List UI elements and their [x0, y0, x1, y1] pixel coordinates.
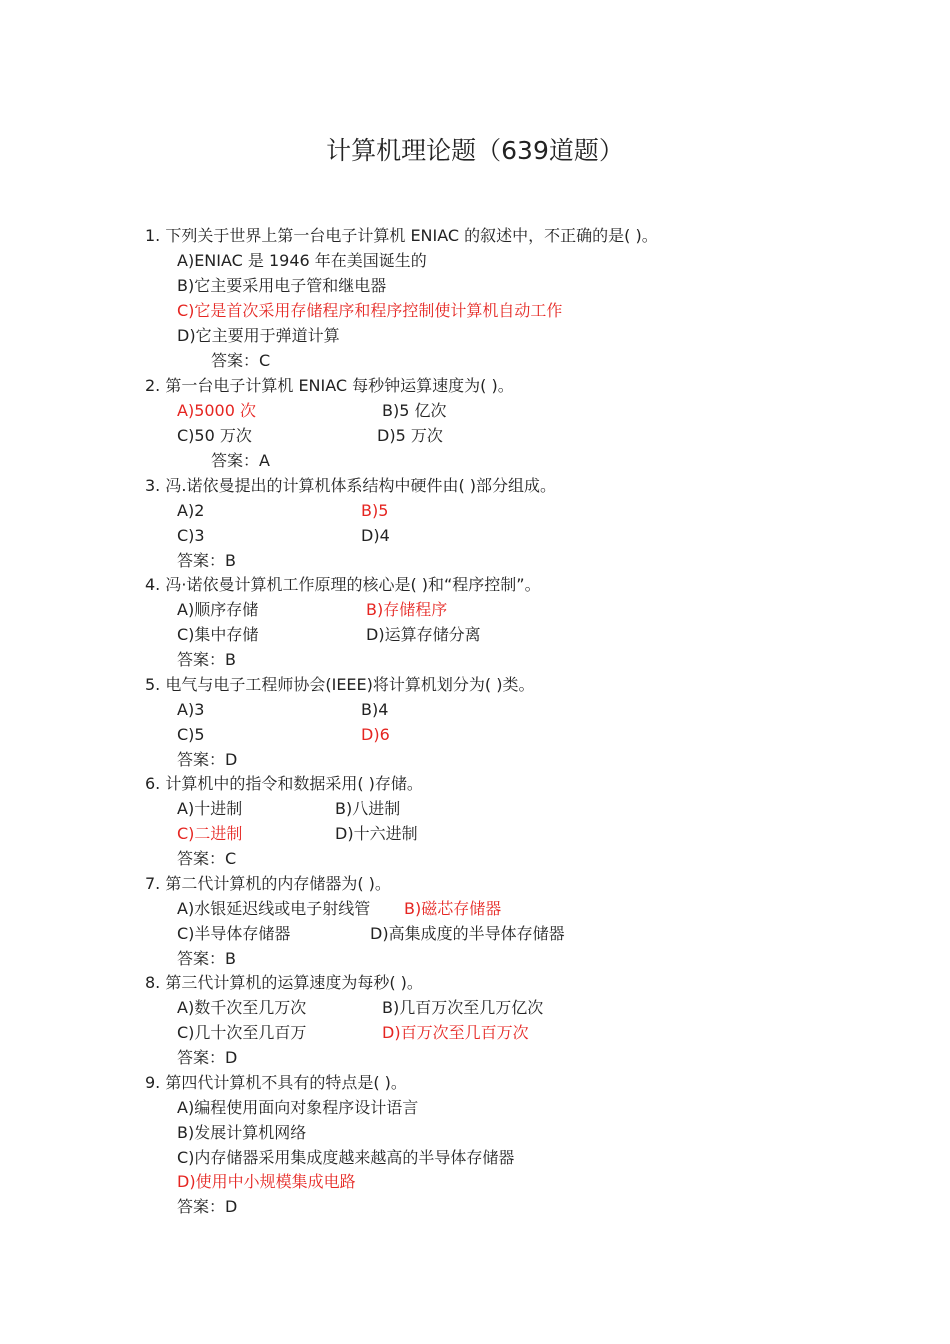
- question-4-option-d: D)运算存储分离: [366, 625, 481, 644]
- page-title: 计算机理论题（639道题）: [326, 136, 624, 165]
- question-2-option-a: A)5000 次: [177, 401, 256, 420]
- question-7-answer: 答案：B: [177, 949, 236, 968]
- question-9-option-d: D)使用中小规模集成电路: [177, 1172, 356, 1191]
- question-9-option-c: C)内存储器采用集成度越来越高的半导体存储器: [177, 1148, 515, 1167]
- question-2-option-b: B)5 亿次: [382, 401, 447, 420]
- question-3-option-b: B)5: [361, 501, 389, 520]
- question-1-option-d: D)它主要用于弹道计算: [177, 326, 340, 345]
- question-3-stem: 3. 冯.诺依曼提出的计算机体系结构中硬件由( )部分组成。: [145, 476, 557, 495]
- question-2-stem: 2. 第一台电子计算机 ENIAC 每秒钟运算速度为( )。: [145, 376, 514, 395]
- question-1-option-a: A)ENIAC 是 1946 年在美国诞生的: [177, 251, 427, 270]
- question-1-stem: 1. 下列关于世界上第一台电子计算机 ENIAC 的叙述中，不正确的是( )。: [145, 226, 658, 245]
- question-5-option-c: C)5: [177, 725, 205, 744]
- question-7-option-d: D)高集成度的半导体存储器: [370, 924, 565, 943]
- question-5-option-d: D)6: [361, 725, 390, 744]
- question-7-stem: 7. 第二代计算机的内存储器为( )。: [145, 874, 391, 893]
- question-8-answer: 答案：D: [177, 1048, 238, 1067]
- question-7-option-b: B)磁芯存储器: [404, 899, 502, 918]
- question-4-stem: 4. 冯·诺依曼计算机工作原理的核心是( )和“程序控制”。: [145, 575, 541, 594]
- question-9-option-a: A)编程使用面向对象程序设计语言: [177, 1098, 419, 1117]
- question-8-option-d: D)百万次至几百万次: [382, 1023, 529, 1042]
- question-1-answer: 答案：C: [211, 351, 271, 370]
- question-8-option-c: C)几十次至几百万: [177, 1023, 307, 1042]
- question-8-option-a: A)数千次至几万次: [177, 998, 307, 1017]
- question-5-option-b: B)4: [361, 700, 389, 719]
- question-8-stem: 8. 第三代计算机的运算速度为每秒( )。: [145, 973, 423, 992]
- question-4-option-a: A)顺序存储: [177, 600, 259, 619]
- question-7-option-c: C)半导体存储器: [177, 924, 291, 943]
- question-3-option-c: C)3: [177, 526, 205, 545]
- question-9-answer: 答案：D: [177, 1197, 238, 1216]
- question-3-option-d: D)4: [361, 526, 390, 545]
- question-4-answer: 答案：B: [177, 650, 236, 669]
- question-7-option-a: A)水银延迟线或电子射线管: [177, 899, 371, 918]
- question-6-option-d: D)十六进制: [335, 824, 418, 843]
- question-2-option-d: D)5 万次: [377, 426, 443, 445]
- question-4-option-c: C)集中存储: [177, 625, 259, 644]
- question-6-option-b: B)八进制: [335, 799, 401, 818]
- question-9-option-b: B)发展计算机网络: [177, 1123, 307, 1142]
- question-6-stem: 6. 计算机中的指令和数据采用( )存储。: [145, 774, 423, 793]
- question-3-answer: 答案：B: [177, 551, 236, 570]
- question-4-option-b: B)存储程序: [366, 600, 448, 619]
- question-2-answer: 答案：A: [211, 451, 270, 470]
- question-6-option-a: A)十进制: [177, 799, 243, 818]
- question-1-option-b: B)它主要采用电子管和继电器: [177, 276, 387, 295]
- question-6-answer: 答案：C: [177, 849, 237, 868]
- question-3-option-a: A)2: [177, 501, 205, 520]
- question-6-option-c: C)二进制: [177, 824, 243, 843]
- question-2-option-c: C)50 万次: [177, 426, 252, 445]
- question-9-stem: 9. 第四代计算机不具有的特点是( )。: [145, 1073, 407, 1092]
- question-8-option-b: B)几百万次至几万亿次: [382, 998, 544, 1017]
- question-1-option-c: C)它是首次采用存储程序和程序控制使计算机自动工作: [177, 301, 563, 320]
- question-5-stem: 5. 电气与电子工程师协会(IEEE)将计算机划分为( )类。: [145, 675, 535, 694]
- question-5-option-a: A)3: [177, 700, 205, 719]
- question-5-answer: 答案：D: [177, 750, 238, 769]
